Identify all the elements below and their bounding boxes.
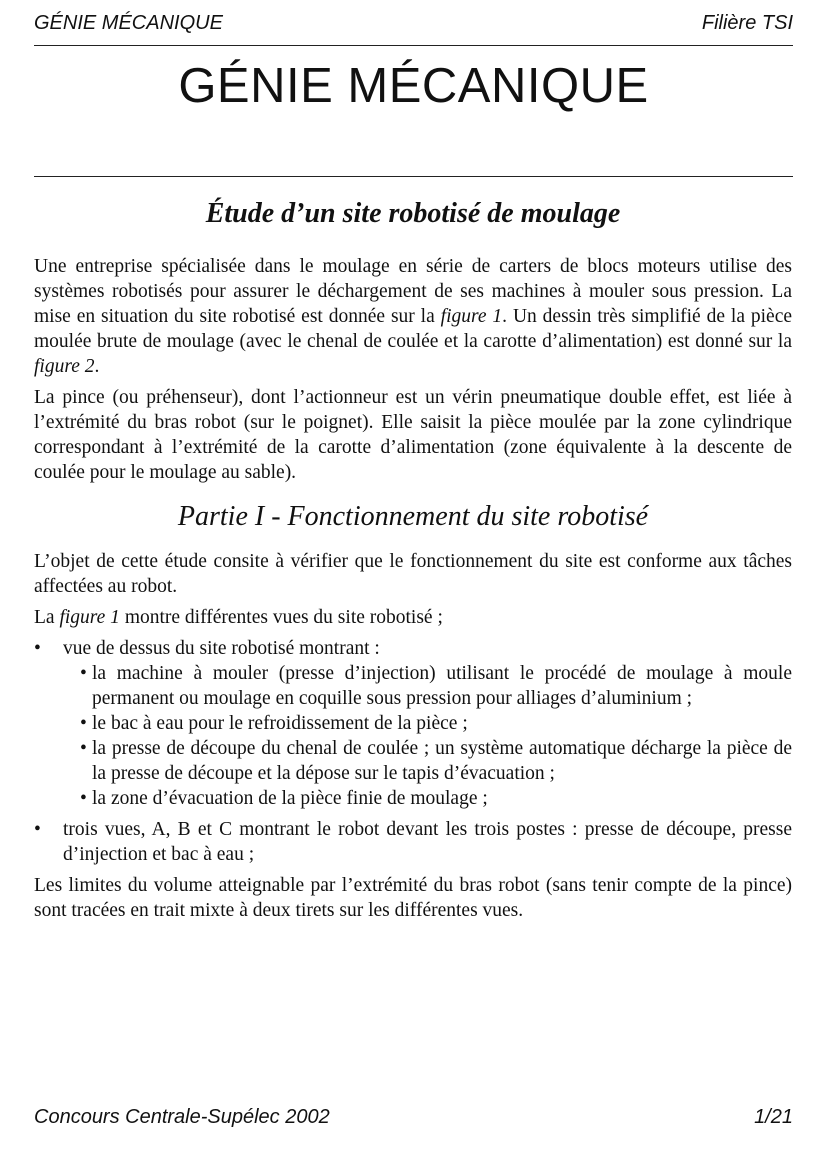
part-1-paragraph-2 xyxy=(34,605,792,630)
part-1-p2-text-b: montre différentes vues du site robotisé ; xyxy=(119,607,443,628)
bullet-marker: • xyxy=(80,713,87,734)
document-body xyxy=(34,196,792,929)
bullet-marker: • xyxy=(80,788,87,809)
page-number: 1/21 xyxy=(754,1106,793,1128)
running-header xyxy=(34,10,793,40)
intro-p1-text-a: Une entreprise spécialisée dans le moulage en série de carters de blocs moteurs utilise des systèmes robotisés pour assurer le déchargement de ses machines à mouler sous pression. La mise en situation du site robotisé est donnée sur la xyxy=(34,256,792,327)
footer-exam-name: Concours Centrale-Supélec 2002 xyxy=(34,1106,330,1128)
sub-list-item-text: la machine à mouler (presse d’injection) utilisant le procédé de moulage à moule permanent ou moulage en coquille sous pression pour alliages d’aluminium ; xyxy=(92,663,792,709)
list-item xyxy=(34,817,792,867)
sub-list-item xyxy=(34,711,792,736)
part-1-paragraph-1: L’objet de cette étude consite à vérifier que le fonctionnement du site est conforme aux tâches affectées au robot. xyxy=(34,551,792,597)
intro-paragraph-1 xyxy=(34,254,792,379)
sub-list-item-text: la zone d’évacuation de la pièce finie de moulage ; xyxy=(92,788,488,809)
header-track: Filière TSI xyxy=(701,12,793,34)
figure-1-reference: figure 1 xyxy=(440,306,503,327)
list-item-text: trois vues, A, B et C montrant le robot devant les trois postes : presse de découpe, presse d’injection et bac à eau ; xyxy=(63,819,792,865)
figure-2-reference: figure 2 xyxy=(34,356,95,377)
part-1-p2-text-a: La xyxy=(34,607,60,628)
list-item xyxy=(34,636,792,661)
bullet-marker: • xyxy=(80,738,87,759)
sub-list-item-text: la presse de découpe du chenal de coulée ; un système automatique décharge la pièce de la presse de découpe et la dépose sur le tapis d’évacuation ; xyxy=(92,738,792,784)
title-divider xyxy=(34,176,793,177)
intro-p1-text-b: . Un dessin très simplifié de la pièce moulée brute de moulage (avec le chenal de coulée et la carotte d’alimentation) est donné sur la xyxy=(34,306,792,352)
intro-p1-text-c: . xyxy=(94,356,100,377)
header-divider xyxy=(34,45,793,46)
header-subject: GÉNIE MÉCANIQUE xyxy=(34,12,223,34)
intro-paragraph-2: La pince (ou préhenseur), dont l’actionneur est un vérin pneumatique double effet, est liée à l’extrémité du bras robot (sur le poignet). Elle saisit la pièce moulée par la zone cylindrique correspondant à l’extrémité de la carotte d’alimentation (zone équivalente à la descente de coulée pour le moulage au sable). xyxy=(34,387,792,483)
list-item-text: vue de dessus du site robotisé montrant : xyxy=(63,638,380,659)
bullet-marker: • xyxy=(80,663,87,684)
sub-list-item-text: le bac à eau pour le refroidissement de la pièce ; xyxy=(92,713,468,734)
part-1-paragraph-3: Les limites du volume atteignable par l’extrémité du bras robot (sans tenir compte de la pince) sont tracées en trait mixte à deux tirets sur les différentes vues. xyxy=(34,875,792,921)
part-1-title: Partie I - Fonctionnement du site robotisé xyxy=(177,501,649,532)
sub-list-item xyxy=(34,661,792,711)
figure-1-reference: figure 1 xyxy=(59,607,120,628)
sub-list-item xyxy=(34,786,792,811)
section-title: Étude d’un site robotisé de moulage xyxy=(205,198,621,229)
bullet-marker: • xyxy=(34,819,41,840)
sub-list-item xyxy=(34,736,792,786)
page-title: GÉNIE MÉCANIQUE xyxy=(178,59,649,113)
bullet-marker: • xyxy=(34,638,41,659)
